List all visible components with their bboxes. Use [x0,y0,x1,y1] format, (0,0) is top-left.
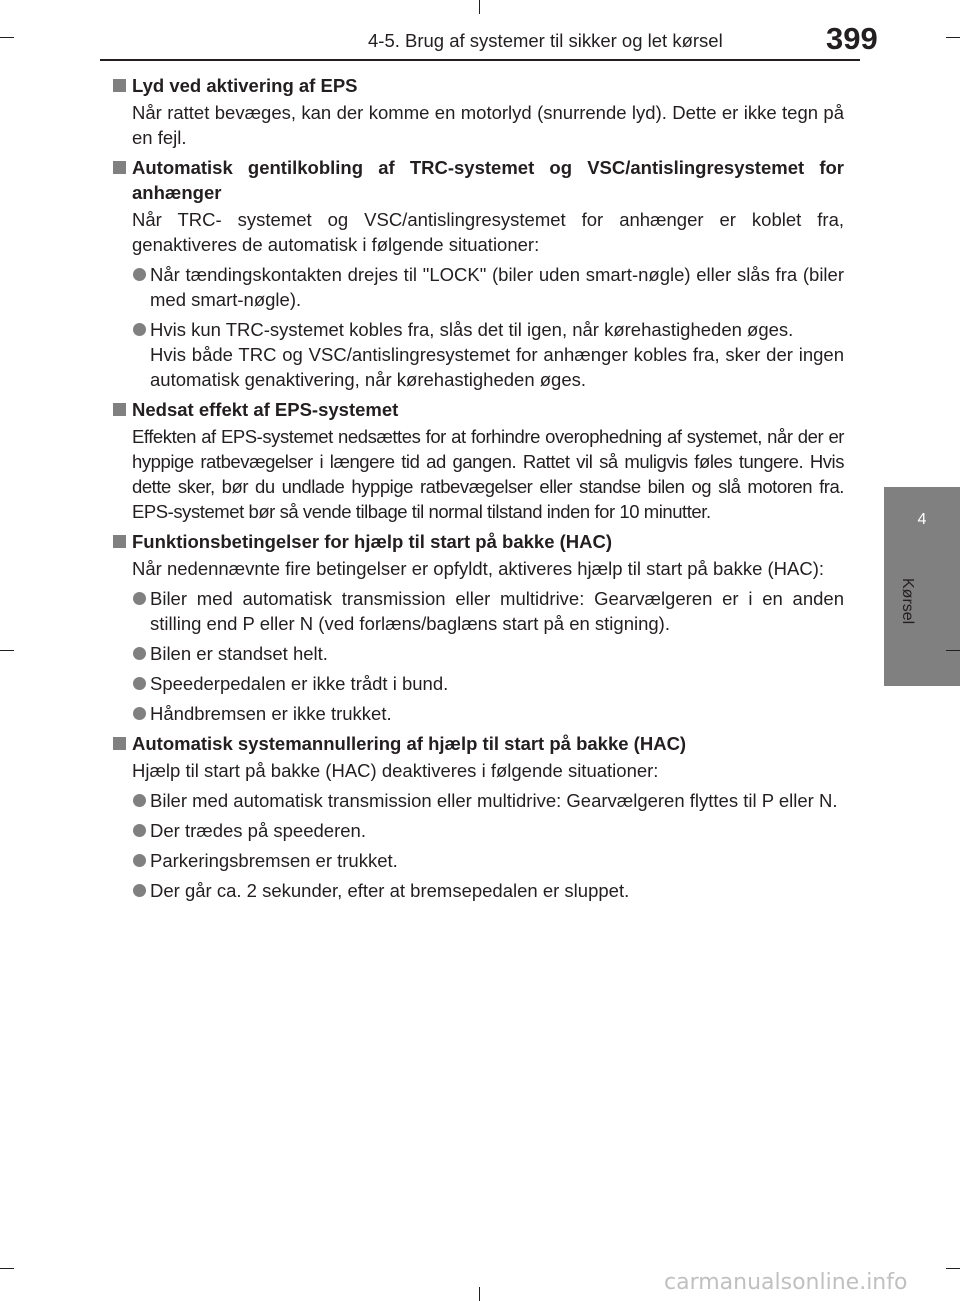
list-item [113,671,844,696]
list-item-text: Hvis kun TRC-systemet kobles fra, slås det til igen, når kørehastigheden øges. [150,319,794,340]
paragraph: Når TRC- systemet og VSC/antislingresystemet for anhænger er koblet fra, genaktiveres de automatisk i følgende situationer: [132,209,844,255]
crop-mark [0,1268,14,1269]
paragraph: Når rattet bevæges, kan der komme en motorlyd (snurrende lyd). Dette er ikke tegn på en fejl. [132,102,844,148]
circle-bullet-icon [133,824,146,837]
square-bullet-icon [113,737,126,750]
list-item [113,262,844,312]
section [113,529,844,726]
circle-bullet-icon [133,854,146,867]
list-item-text: Der går ca. 2 sekunder, efter at bremsepedalen er sluppet. [150,880,630,901]
list-item-text: Parkeringsbremsen er trukket. [150,850,398,871]
crop-mark [946,650,960,651]
list-item-text: Der trædes på speederen. [150,820,366,841]
circle-bullet-icon [133,677,146,690]
list-item [113,788,844,813]
crop-mark [946,1268,960,1269]
crop-mark [479,1287,480,1301]
page-number: 399 [826,21,878,56]
section-heading [113,73,844,98]
circle-bullet-icon [133,884,146,897]
section-heading [113,397,844,422]
section-heading [113,529,844,554]
list-item [113,818,844,843]
section-heading-text: Automatisk systemannullering af hjælp til start på bakke (HAC) [132,733,687,754]
list-item-text: Biler med automatisk transmission eller multidrive: Gearvælgeren er i en anden stilling end P eller N (ved forlæns/baglæns start på en stigning). [150,588,844,634]
section-heading-text: Automatisk gentilkobling af TRC-systemet og VSC/antislingresystemet for anhænger [132,157,844,203]
list-item [113,641,844,666]
section [113,397,844,524]
page-content [113,73,844,908]
section-heading-text: Nedsat effekt af EPS-systemet [132,399,399,420]
list-item [113,878,844,903]
section [113,731,844,903]
list-item [113,701,844,726]
section-heading-text: Lyd ved aktivering af EPS [132,75,358,96]
section-heading-text: Funktionsbetingelser for hjælp til start på bakke (HAC) [132,531,613,552]
section [113,155,844,392]
crop-mark [0,650,14,651]
paragraph: Hjælp til start på bakke (HAC) deaktiveres i følgende situationer: [132,760,659,781]
running-header: 4-5. Brug af systemer til sikker og let kørsel [368,30,723,51]
list-item [113,586,844,636]
list-item-text: Bilen er standset helt. [150,643,328,664]
section-heading [113,731,844,756]
chapter-number: 4 [917,511,927,528]
square-bullet-icon [113,161,126,174]
crop-mark [0,37,14,38]
chapter-label: Kørsel [899,578,916,625]
list-item-text: Hvis både TRC og VSC/antislingresystemet for anhænger kobles fra, sker der ingen automatisk genaktivering, når kørehastigheden øges. [150,344,844,390]
crop-mark [479,0,480,14]
circle-bullet-icon [133,323,146,336]
watermark: carmanualsonline.info [664,1270,908,1295]
list-item-text: Når tændingskontakten drejes til "LOCK" (biler uden smart-nøgle) eller slås fra (biler med smart-nøgle). [150,264,844,310]
circle-bullet-icon [133,268,146,281]
circle-bullet-icon [133,592,146,605]
header-divider [100,59,860,61]
list-item-text: Speederpedalen er ikke trådt i bund. [150,673,449,694]
list-item [113,317,844,392]
list-item-text: Håndbremsen er ikke trukket. [150,703,392,724]
circle-bullet-icon [133,794,146,807]
paragraph: Effekten af EPS-systemet nedsættes for at forhindre overophedning af systemet, når der er hyppige ratbevægelser i længere tid ad gangen. Rattet vil så muligvis føles tungere. Hvis dette sker, bør du undlade hyppige ratbevægelser eller standse bilen og slå motoren fra. EPS-systemet bør så vende tilbage til normal tilstand inden for 10 minutter. [132,426,844,522]
circle-bullet-icon [133,647,146,660]
section [113,73,844,150]
list-item [113,848,844,873]
paragraph: Når nedennævnte fire betingelser er opfyldt, aktiveres hjælp til start på bakke (HAC): [132,558,825,579]
square-bullet-icon [113,403,126,416]
list-item-text: Biler med automatisk transmission eller multidrive: Gearvælgeren flyttes til P eller N. [150,790,838,811]
square-bullet-icon [113,535,126,548]
section-heading [113,155,844,205]
sections [113,73,844,903]
crop-mark [946,37,960,38]
square-bullet-icon [113,79,126,92]
circle-bullet-icon [133,707,146,720]
